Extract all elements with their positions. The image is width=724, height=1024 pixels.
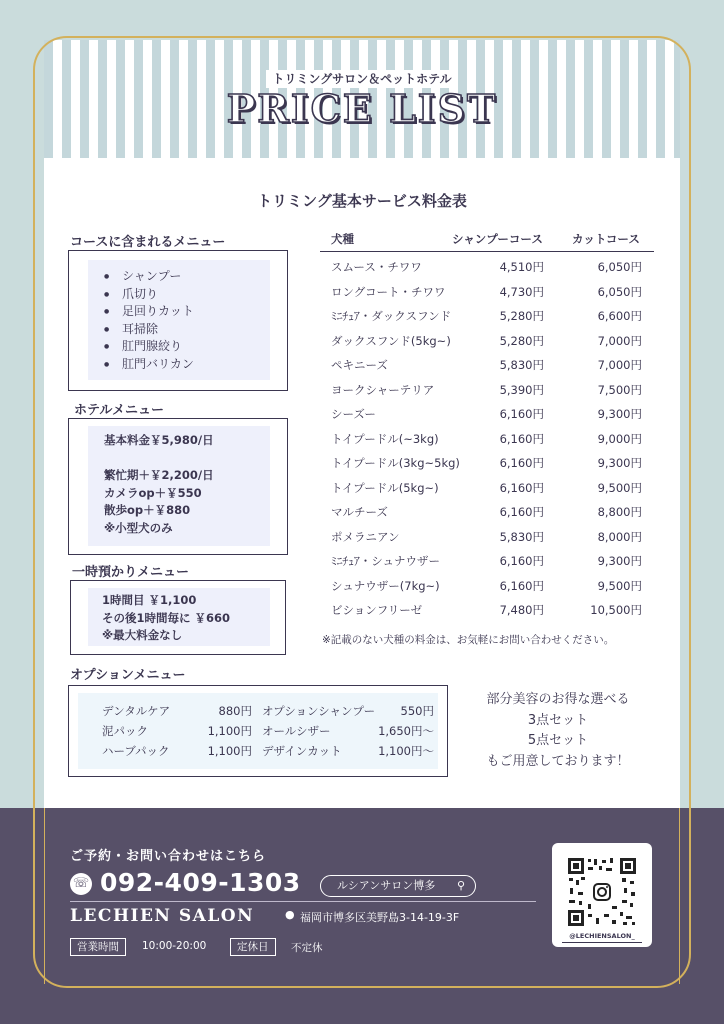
- list-item: ● シャンプー: [104, 268, 194, 286]
- header-shampoo: シャンプーコース: [452, 232, 543, 246]
- contact-divider: [70, 901, 536, 902]
- list-item: ● 耳掃除: [104, 321, 194, 339]
- table-row: スムース・チワワ 4,510円 6,050円: [331, 260, 642, 274]
- header-breed: 犬種: [331, 232, 354, 246]
- option-row: 泥パック 1,100円 オールシザー 1,650円～: [102, 724, 434, 738]
- search-box[interactable]: ルシアンサロン博多 ⚲: [320, 875, 476, 897]
- table-row: マルチーズ 6,160円 8,800円: [331, 505, 642, 519]
- promo-text: 部分美容のお得な選べる 3点セット 5点セット もご用意しております！: [486, 692, 630, 769]
- table-row: シーズー 6,160円 9,300円: [331, 407, 642, 421]
- table-row: ﾐﾆﾁｭｱ・ダックスフンド 5,280円 6,600円: [331, 309, 642, 323]
- course-menu-title: コースに含まれるメニュー: [70, 231, 225, 250]
- hotel-menu-text: 基本料金￥5,980/日 繁忙期＋￥2,200/日 カメラop＋￥550 散歩op＋￥880 ※小型犬のみ: [104, 433, 214, 535]
- address: 福岡市博多区美野島3-14-19-3F: [300, 911, 460, 924]
- table-row: ペキニーズ 5,830円 7,000円: [331, 358, 642, 372]
- instagram-underline: [562, 942, 642, 943]
- table-row: ポメラニアン 5,830円 8,000円: [331, 529, 642, 544]
- table-row: ダックスフンド(5kg~) 5,280円 7,000円: [331, 333, 642, 348]
- table-row: ﾐﾆﾁｭｱ・シュナウザー 6,160円 9,300円: [331, 554, 642, 568]
- table-row: ビションフリーゼ 7,480円 10,500円: [331, 603, 642, 617]
- location-pin-icon: ●: [285, 908, 295, 921]
- price-note: ※記載のない犬種の料金は、お気軽にお問い合わせください。: [322, 634, 615, 646]
- temp-menu-title: 一時預かりメニュー: [72, 561, 189, 580]
- option-row: デンタルケア 880円 オプションシャンプー 550円: [102, 704, 434, 718]
- header-cut: カットコース: [572, 232, 640, 246]
- table-row: ヨークシャーテリア 5,390円 7,500円: [331, 382, 642, 397]
- header-subtitle: トリミングサロン＆ペットホテル: [0, 70, 724, 87]
- list-item: ● 肛門腺絞り: [104, 338, 194, 356]
- search-icon: ⚲: [456, 879, 465, 892]
- phone-number[interactable]: 092-409-1303: [100, 868, 301, 897]
- table-row: トイプードル(5kg~) 6,160円 9,500円: [331, 480, 642, 495]
- list-item: ● 肛門バリカン: [104, 356, 194, 374]
- table-row: トイプードル(3kg~5kg) 6,160円 9,300円: [331, 456, 642, 470]
- temp-menu-text: 1時間目 ￥1,100 その後1時間毎に ￥660 ※最大料金なし: [102, 593, 231, 642]
- page-title: PRICE LIST: [226, 86, 498, 131]
- instagram-handle: @LECHIENSALON_: [569, 932, 635, 940]
- phone-icon: ☏: [70, 873, 92, 895]
- contact-title: ご予約・お問い合わせはこちら: [70, 849, 267, 864]
- hotel-menu-title: ホテルメニュー: [74, 399, 164, 418]
- list-item: ● 足回りカット: [104, 303, 194, 321]
- price-table-title: トリミング基本サービス料金表: [257, 192, 467, 210]
- qr-code-icon[interactable]: [566, 856, 638, 928]
- option-menu-title: オプションメニュー: [70, 664, 185, 683]
- salon-logo-text: LECHIEN SALON: [70, 906, 255, 926]
- table-row: シュナウザー(7kg~) 6,160円 9,500円: [331, 578, 642, 593]
- hours-value: 10:00-20:00: [142, 940, 207, 952]
- option-row: ハーブパック 1,100円 デザインカット 1,100円～: [102, 744, 434, 758]
- header-divider: [320, 251, 654, 252]
- table-row: ロングコート・チワワ 4,730円 6,050円: [331, 284, 642, 299]
- closed-value: 不定休: [291, 942, 323, 954]
- course-menu-list: [104, 268, 194, 374]
- table-row: トイプードル(~3kg) 6,160円 9,000円: [331, 431, 642, 446]
- list-item: ● 爪切り: [104, 286, 194, 304]
- hours-label: 営業時間: [70, 938, 126, 956]
- closed-label: 定休日: [230, 938, 276, 956]
